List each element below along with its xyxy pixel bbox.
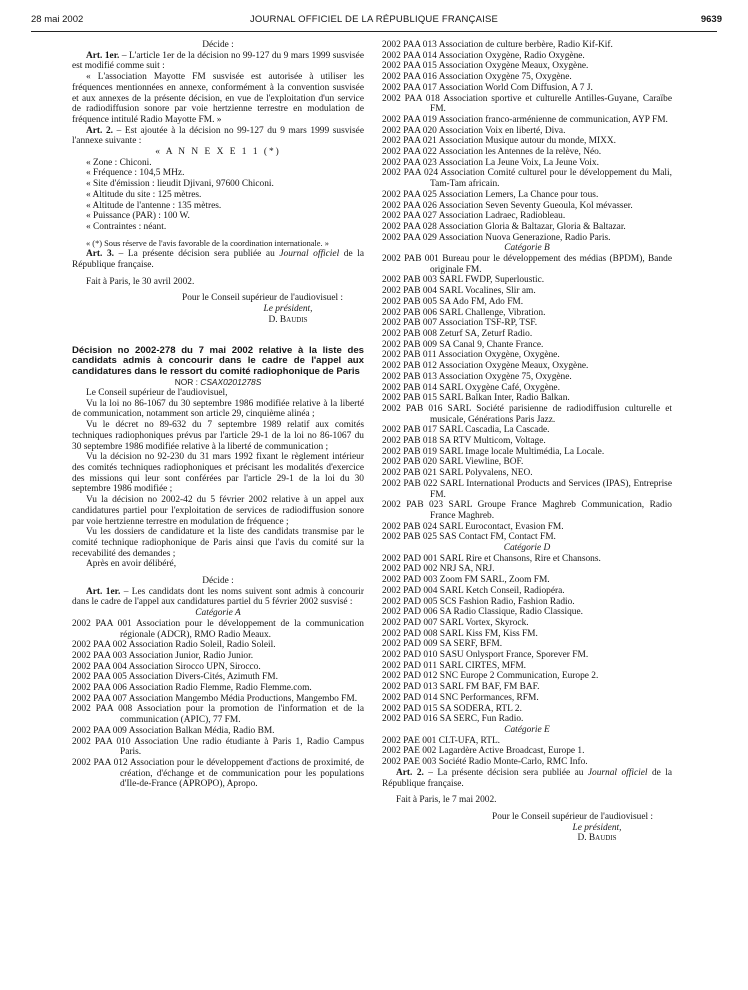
vise-paragraph: Vu la décision no 92-230 du 31 mars 1992 fixant le règlement intérieur des comités techniques radiophoniques et précisant les modalités d'exercice des missions qui leur sont conférées par l'article 29-1 de la loi du 30 septembre 1986 modifiée ; bbox=[72, 452, 364, 495]
list-item: 2002 PAB 011 Association Oxygène, Oxygène. bbox=[382, 350, 560, 361]
list-item: 2002 PAA 004 Association Sirocco UPN, Sirocco. bbox=[72, 661, 261, 672]
article-2-final-text: – La présente décision sera publiée au bbox=[423, 767, 588, 778]
list-item: 2002 PAB 013 Association Oxygène 75, Oxygène. bbox=[382, 371, 572, 382]
category-a-list-continued bbox=[382, 40, 672, 243]
nor-reference bbox=[72, 377, 364, 388]
list-item: 2002 PAD 015 SA SODERA, RTL 2. bbox=[382, 703, 522, 714]
list-item: 2002 PAD 003 Zoom FM SARL, Zoom FM. bbox=[382, 575, 550, 586]
list-item: 2002 PAB 020 SARL Viewline, BOF. bbox=[382, 457, 524, 468]
list-item: 2002 PAA 001 Association pour le développement de la communication régionale (ADCR), RMO Radio Meaux. bbox=[72, 618, 364, 640]
list-item: 2002 PAB 007 Association TSF-RP, TSF. bbox=[382, 318, 538, 329]
article-3-text: – La présente décision sera publiée au bbox=[114, 249, 280, 260]
article-3-paragraph bbox=[72, 249, 364, 270]
signature-name: D. Baudis bbox=[268, 314, 308, 325]
list-item: 2002 PAA 023 Association La Jeune Voix, La Jeune Voix. bbox=[382, 157, 599, 168]
category-e-heading: Catégorie E bbox=[504, 725, 550, 735]
vises-list bbox=[72, 388, 364, 570]
list-item: 2002 PAB 016 SARL Société parisienne de radiodiffusion culturelle et musicale, Générations Paris Jazz. bbox=[382, 403, 672, 425]
list-item: 2002 PAD 014 SNC Performances, RFM. bbox=[382, 692, 539, 703]
list-item: 2002 PAB 008 Zeturf SA, Zeturf Radio. bbox=[382, 328, 533, 339]
list-item: 2002 PAA 003 Association Junior, Radio Junior. bbox=[72, 650, 254, 661]
list-item: 2002 PAA 029 Association Nuova Generazione, Radio Paris. bbox=[382, 232, 611, 243]
list-item: 2002 PAB 019 SARL Image locale Multimédia, La Locale. bbox=[382, 446, 605, 457]
decide-heading-2: Décide : bbox=[202, 576, 234, 587]
journal-officiel-ref-2: Journal officiel bbox=[587, 767, 648, 778]
journal-officiel-ref: Journal officiel bbox=[279, 249, 340, 260]
list-item: 2002 PAA 012 Association pour le développement d'actions de proximité, de création, d'échange et de communication pour les populations d'Ile-de-France (APROPO), Apropo. bbox=[72, 757, 364, 790]
signature-line: Pour le Conseil supérieur de l'audiovisuel : bbox=[182, 293, 344, 304]
list-item: 2002 PAD 006 SA Radio Classique, Radio Classique. bbox=[382, 607, 583, 618]
list-item: 2002 PAA 010 Association Une radio étudiante à Paris 1, Radio Campus Paris. bbox=[72, 736, 364, 758]
list-item: 2002 PAD 009 SA SERF, BFM. bbox=[382, 639, 503, 650]
list-item: 2002 PAA 020 Association Voix en liberté, Diva. bbox=[382, 125, 566, 136]
list-item: 2002 PAA 018 Association sportive et culturelle Antilles-Guyane, Caraïbe FM. bbox=[382, 93, 672, 115]
list-item: 2002 PAA 016 Association Oxygène 75, Oxygène. bbox=[382, 72, 572, 83]
annexe-line: « Zone : Chiconi. bbox=[86, 157, 152, 168]
article-1-label: Art. 1er. bbox=[86, 50, 120, 61]
article-3-text-end: de la République française. bbox=[72, 249, 364, 271]
list-item: 2002 PAE 001 CLT-UFA, RTL. bbox=[382, 735, 501, 746]
list-item: 2002 PAA 022 Association les Antennes de la relève, Néo. bbox=[382, 147, 602, 158]
list-item: 2002 PAD 010 SASU Onlysport France, Sporever FM. bbox=[382, 650, 589, 661]
annexe-title: « A N N E X E 1 1 (*) bbox=[155, 147, 281, 158]
annexe-line: « Altitude du site : 125 mètres. bbox=[86, 189, 202, 200]
signature-role-2: Le président, bbox=[572, 822, 622, 833]
article-1-quote: « L'association Mayotte FM susvisée est autorisée à utiliser les fréquences mentionnées en annexe, conformément à la convention susvisée et aux annexes de la présente décision, en vue de l'exploitation d'un service de radiodiffusion sonore par voie hertzienne terrestre en modulation de fréquence intitulé Radio Mayotte FM. » bbox=[72, 72, 364, 125]
list-item: 2002 PAD 007 SARL Vortex, Skyrock. bbox=[382, 617, 529, 628]
list-item: 2002 PAA 019 Association franco-arménienne de communication, AYP FM. bbox=[382, 114, 668, 125]
list-item: 2002 PAB 012 Association Oxygène Meaux, Oxygène. bbox=[382, 361, 589, 372]
list-item: 2002 PAD 016 SA SERC, Fun Radio. bbox=[382, 714, 524, 725]
category-a-heading: Catégorie A bbox=[195, 608, 241, 619]
list-item: 2002 PAA 027 Association Ladraec, Radiobleau. bbox=[382, 211, 566, 222]
journal-title: JOURNAL OFFICIEL DE LA RÉPUBLIQUE FRANÇAISE bbox=[249, 14, 499, 25]
list-item: 2002 PAB 015 SARL Balkan Inter, Radio Balkan. bbox=[382, 393, 570, 404]
list-item: 2002 PAA 007 Association Mangembo Média Productions, Mangembo FM. bbox=[72, 693, 358, 704]
list-item: 2002 PAB 004 SARL Vocalines, Slir am. bbox=[382, 286, 536, 297]
article-1-text: – L'article 1er de la décision no 99-127 du 9 mars 1999 susvisée est modifié comme suit : bbox=[72, 50, 364, 72]
vise-paragraph: Vu le décret no 89-632 du 7 septembre 1989 relatif aux comités techniques radiophoniques prévus par l'article 29-1 de la loi no 86-1067 du 30 septembre 1986 modifiée relative à la liberté de communication ; bbox=[72, 420, 364, 452]
article-2-text: – Est ajoutée à la décision no 99-127 du 9 mars 1999 susvisée l'annexe suivante : bbox=[72, 125, 364, 147]
list-item: 2002 PAA 017 Association World Com Diffusion, A 7 J. bbox=[382, 82, 593, 93]
vise-paragraph: Vu la loi no 86-1067 du 30 septembre 1986 modifiée relative à la liberté de communication, notamment son article 29, cinquième alinéa ; bbox=[72, 398, 364, 420]
header-rule bbox=[31, 31, 717, 32]
list-item: 2002 PAB 018 SA RTV Multicom, Voltage. bbox=[382, 436, 546, 447]
list-item: 2002 PAA 025 Association Lemers, La Chance pour tous. bbox=[382, 189, 599, 200]
page-number: 9639 bbox=[700, 14, 722, 25]
list-item: 2002 PAB 023 SARL Groupe France Maghreb Communication, Radio France Maghreb. bbox=[382, 500, 672, 521]
list-item: 2002 PAA 014 Association Oxygène, Radio Oxygène. bbox=[382, 50, 585, 61]
article-2-final-text-end: de la République française. bbox=[382, 767, 672, 789]
vise-paragraph: Le Conseil supérieur de l'audiovisuel, bbox=[86, 388, 228, 399]
signature-role: Le président, bbox=[263, 304, 313, 315]
nor-code: CSAX0201278S bbox=[200, 377, 262, 388]
annexe-line: « Fréquence : 104,5 MHz. bbox=[86, 168, 185, 179]
list-item: 2002 PAA 015 Association Oxygène Meaux, Oxygène. bbox=[382, 61, 589, 72]
list-item: 2002 PAD 008 SARL Kiss FM, Kiss FM. bbox=[382, 628, 538, 639]
list-item: 2002 PAD 011 SARL CIRTES, MFM. bbox=[382, 660, 526, 671]
list-item: 2002 PAA 009 Association Balkan Média, Radio BM. bbox=[72, 725, 275, 736]
list-item: 2002 PAD 004 SARL Ketch Conseil, Radiopéra. bbox=[382, 585, 565, 596]
list-item: 2002 PAD 012 SNC Europe 2 Communication, Europe 2. bbox=[382, 671, 599, 682]
category-b-list bbox=[382, 254, 672, 543]
list-item: 2002 PAA 028 Association Gloria & Baltazar, Gloria & Baltazar. bbox=[382, 221, 626, 232]
list-item: 2002 PAB 024 SARL Eurocontact, Evasion FM. bbox=[382, 521, 564, 532]
list-item: 2002 PAB 006 SARL Challenge, Vibration. bbox=[382, 307, 546, 318]
list-item: 2002 PAE 003 Société Radio Monte-Carlo, RMC Info. bbox=[382, 757, 588, 768]
list-item: 2002 PAB 022 SARL International Products and Services (IPAS), Entreprise FM. bbox=[382, 478, 672, 500]
nor-label: NOR : bbox=[174, 377, 201, 388]
header-date: 28 mai 2002 bbox=[31, 14, 84, 25]
list-item: 2002 PAB 021 SARL Polyvalens, NEO. bbox=[382, 468, 533, 479]
list-item: 2002 PAD 002 NRJ SA, NRJ. bbox=[382, 564, 495, 575]
category-a-list bbox=[72, 619, 364, 790]
list-item: 2002 PAA 013 Association de culture berbère, Radio Kif-Kif. bbox=[382, 40, 613, 50]
list-item: 2002 PAB 009 SA Canal 9, Chante France. bbox=[382, 339, 544, 350]
annexe-list bbox=[72, 158, 364, 233]
signature-line-2: Pour le Conseil supérieur de l'audiovisuel : bbox=[492, 811, 654, 822]
page-header bbox=[0, 14, 748, 30]
list-item: 2002 PAB 003 SARL FWDP, Superloustic. bbox=[382, 275, 545, 286]
list-item: 2002 PAA 021 Association Musique autour du monde, MIXX. bbox=[382, 136, 617, 147]
article-1b-label: Art. 1er. bbox=[86, 586, 121, 597]
signature-date-2: Fait à Paris, le 7 mai 2002. bbox=[396, 795, 497, 806]
article-1-paragraph bbox=[72, 51, 364, 72]
list-item: 2002 PAA 006 Association Radio Flemme, Radio Flemme.com. bbox=[72, 683, 312, 694]
right-column bbox=[382, 40, 672, 844]
vise-paragraph: Vu la décision no 2002-42 du 5 février 2002 relative à un appel aux candidatures partiel pour l'exploitation de services de radiodiffusion sonore par voie hertzienne terrestre en modulation de fréquence ; bbox=[72, 495, 364, 527]
list-item: 2002 PAA 024 Association Comité culturel pour le développement du Mali, Tam-Tam africain. bbox=[382, 168, 672, 190]
list-item: 2002 PAB 014 SARL Oxygène Café, Oxygène. bbox=[382, 382, 560, 393]
list-item: 2002 PAB 025 SAS Contact FM, Contact FM. bbox=[382, 532, 556, 543]
list-item: 2002 PAD 013 SARL FM BAF, FM BAF. bbox=[382, 682, 540, 693]
category-b-heading: Catégorie B bbox=[504, 243, 550, 254]
list-item: 2002 PAD 001 SARL Rire et Chansons, Rire et Chansons. bbox=[382, 553, 601, 564]
article-1b-text: – Les candidats dont les noms suivent sont admis à concourir dans le cadre de l'appel aux candidatures partiel du 5 février 2002 susvisé : bbox=[72, 586, 364, 608]
list-item: 2002 PAB 017 SARL Cascadia, La Cascade. bbox=[382, 425, 550, 436]
article-2-paragraph bbox=[72, 126, 364, 147]
annexe-line: « Altitude de l'antenne : 135 mètres. bbox=[86, 200, 222, 211]
annexe-line: « Puissance (PAR) : 100 W. bbox=[86, 211, 190, 222]
list-item: 2002 PAD 005 SCS Fashion Radio, Fashion Radio. bbox=[382, 596, 575, 607]
vise-paragraph: Après en avoir délibéré, bbox=[86, 559, 177, 570]
article-2-final-paragraph bbox=[382, 768, 672, 789]
category-e-list bbox=[382, 736, 672, 768]
article-3-label: Art. 3. bbox=[86, 249, 115, 260]
list-item: 2002 PAE 002 Lagardère Active Broadcast, Europe 1. bbox=[382, 746, 585, 757]
list-item: 2002 PAA 026 Association Seven Seventy Gueoula, Kol mévasser. bbox=[382, 200, 633, 211]
category-d-list bbox=[382, 554, 672, 725]
article-2-final-label: Art. 2. bbox=[396, 767, 424, 778]
vise-paragraph: Vu les dossiers de candidature et la liste des candidats transmise par le comité technique radiophonique de Paris ainsi que l'avis du comité sur la recevabilité des demandes ; bbox=[72, 527, 364, 559]
annexe-line: « Site d'émission : lieudit Djivani, 97600 Chiconi. bbox=[86, 179, 274, 190]
list-item: 2002 PAB 005 SA Ado FM, Ado FM. bbox=[382, 296, 524, 307]
list-item: 2002 PAA 008 Association pour la promotion de l'information et de la communication (APIC), 77 FM. bbox=[72, 704, 364, 726]
annexe-footnote: « (*) Sous réserve de l'avis favorable de la coordination internationale. » bbox=[86, 238, 329, 248]
list-item: 2002 PAB 001 Bureau pour le développement des médias (BPDM), Bande originale FM. bbox=[382, 254, 672, 275]
signature-date: Fait à Paris, le 30 avril 2002. bbox=[86, 276, 195, 287]
list-item: 2002 PAA 002 Association Radio Soleil, Radio Soleil. bbox=[72, 640, 276, 651]
left-column bbox=[72, 40, 364, 790]
decide-heading: Décide : bbox=[202, 40, 234, 50]
decision-title: Décision no 2002-278 du 7 mai 2002 relative à la liste des candidats admis à concourir dans le cadre de l'appel aux candidatures dans le ressort du comité radiophonique de Paris bbox=[72, 344, 364, 377]
annexe-line: « Contraintes : néant. bbox=[86, 221, 167, 232]
article-1b-paragraph bbox=[72, 587, 364, 608]
category-d-heading: Catégorie D bbox=[503, 543, 551, 554]
article-2-label: Art. 2. bbox=[86, 125, 114, 136]
signature-name-2: D. Baudis bbox=[577, 833, 617, 844]
list-item: 2002 PAA 005 Association Divers-Cités, Azimuth FM. bbox=[72, 672, 278, 683]
